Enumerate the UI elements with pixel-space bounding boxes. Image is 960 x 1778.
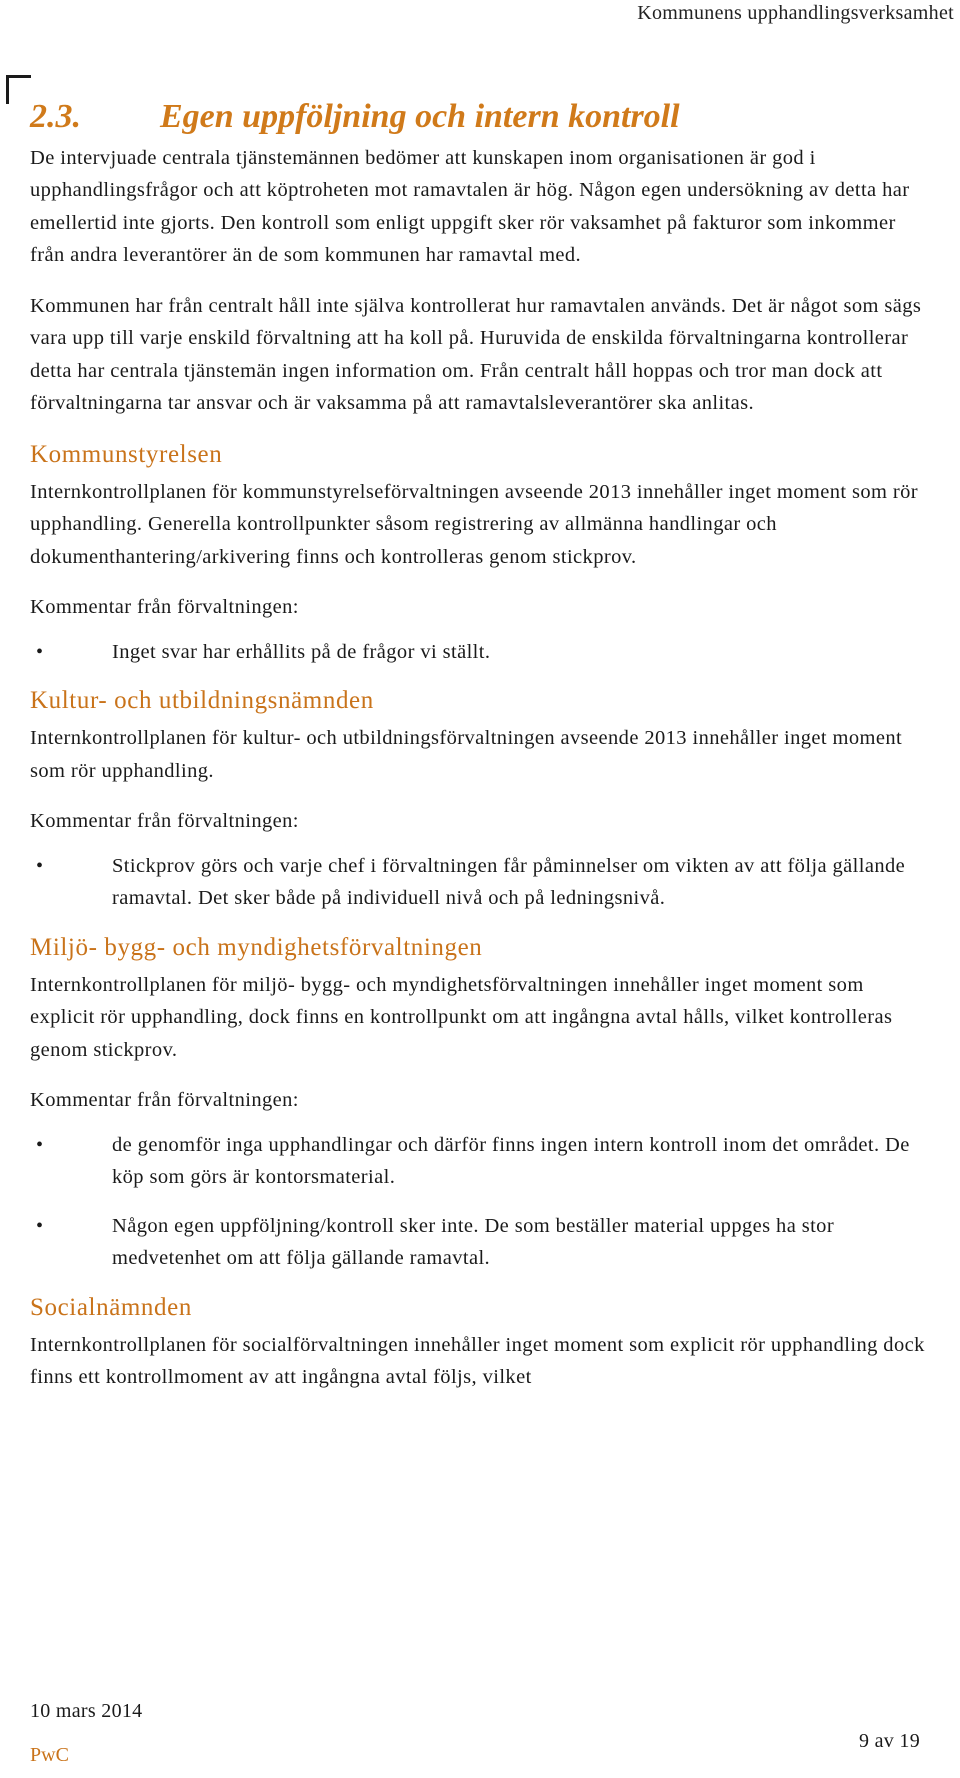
comment-label-kultur-utbildning: Kommentar från förvaltningen: [30, 810, 299, 833]
section-number: 2.3. [30, 98, 81, 135]
paragraph-kultur-utbildning: Internkontrollplanen för kultur- och utbildningsförvaltningen avseende 2013 innehåller inget moment som rör upphandling. [30, 727, 903, 782]
bullet-text: Inget svar har erhållits på de frågor vi ställt. [112, 640, 491, 663]
list-item [30, 1129, 930, 1194]
list-item [30, 1210, 930, 1275]
section-heading [30, 97, 930, 138]
subheading-socialnamnden: Socialnämnden [30, 1293, 192, 1321]
footer-date: 10 mars 2014 [30, 1700, 143, 1722]
page-number: 9 av 19 [859, 1730, 920, 1752]
comment-label-kommunstyrelsen: Kommentar från förvaltningen: [30, 596, 299, 619]
bullet-list-kultur-utbildning [30, 850, 930, 915]
bullet-list-miljo-bygg [30, 1129, 930, 1275]
subheading-kultur-utbildning: Kultur- och utbildningsnämnden [30, 687, 374, 715]
running-header: Kommunens upphandlingsverksamhet [637, 2, 954, 24]
page-content [30, 97, 930, 1412]
list-item [30, 850, 930, 915]
bullet-text: Stickprov görs och varje chef i förvaltningen får påminnelser om vikten av att följa gällande ramavtal. Det sker både på individuell nivå och på ledningsnivå. [112, 854, 906, 910]
bullet-icon: • [36, 854, 44, 877]
paragraph-socialnamnden: Internkontrollplanen för socialförvaltningen innehåller inget moment som explicit rör upphandling dock finns ett kontrollmoment av att ingångna avtal följs, vilket [30, 1333, 925, 1389]
bullet-text: Någon egen uppföljning/kontroll sker inte. De som beställer material uppges ha stor medvetenhet om att följa gällande ramavtal. [112, 1214, 835, 1270]
footer-company: PwC [30, 1744, 69, 1766]
corner-mark [6, 75, 31, 104]
list-item [30, 636, 930, 669]
bullet-text: de genomför inga upphandlingar och därför finns ingen intern kontroll inom det området. De köp som görs är kontorsmaterial. [112, 1133, 910, 1189]
bullet-icon: • [36, 640, 44, 663]
paragraph-kommunstyrelsen: Internkontrollplanen för kommunstyrelseförvaltningen avseende 2013 innehåller inget moment som rör upphandling. Generella kontrollpunkter såsom registrering av allmänna handlingar och dokumenthantering/arkivering finns och kontrolleras genom stickprov. [30, 480, 919, 568]
section-title: Egen uppföljning och intern kontroll [160, 98, 680, 135]
subheading-miljo-bygg: Miljö- bygg- och myndighetsförvaltningen [30, 933, 483, 961]
paragraph-miljo-bygg: Internkontrollplanen för miljö- bygg- och myndighetsförvaltningen innehåller inget moment som explicit rör upphandling, dock finns en kontrollpunkt om att ingångna avtal hålls, vilket kontrolleras genom stickprov. [30, 973, 893, 1061]
bullet-list-kommunstyrelsen [30, 636, 930, 669]
bullet-icon: • [36, 1133, 44, 1156]
comment-label-miljo-bygg: Kommentar från förvaltningen: [30, 1089, 299, 1112]
bullet-icon: • [36, 1214, 44, 1237]
section-paragraph-1: De intervjuade centrala tjänstemännen bedömer att kunskapen inom organisationen är god i upphandlingsfrågor och att köptroheten mot ramavtalen är hög. Någon egen undersökning av detta har emellertid inte gjorts. Den kontroll som enligt uppgift sker rör vaksamhet på fakturor som inkommer från andra leverantörer än de som kommunen har ramavtal med. [30, 146, 910, 267]
section-paragraph-2: Kommunen har från centralt håll inte själva kontrollerat hur ramavtalen används. Det är något som sägs vara upp till varje enskild förvaltning att ha koll på. Huruvida de enskilda förvaltningarna kontrollerar detta har centrala tjänstemän ingen information om. Från centralt håll hoppas och tror man dock att förvaltningarna tar ansvar och är vaksamma på att ramavtalsleverantörer ska anlitas. [30, 294, 922, 415]
subheading-kommunstyrelsen: Kommunstyrelsen [30, 440, 223, 468]
